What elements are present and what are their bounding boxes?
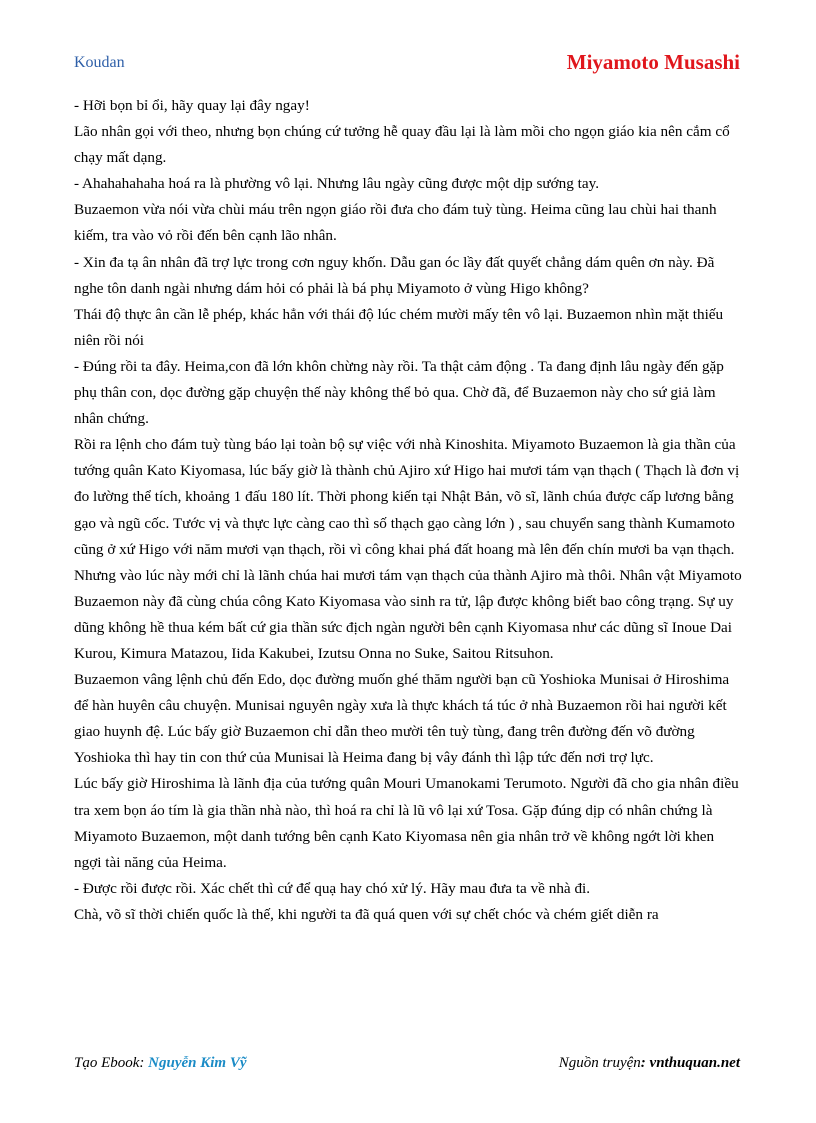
page-header	[74, 50, 740, 76]
paragraph: - Ahahahahaha hoá ra là phường vô lại. Nhưng lâu ngày cũng được một dịp sướng tay.	[74, 175, 600, 193]
footer-author-name: Nguyễn Kim Vỹ	[148, 1055, 247, 1071]
paragraph: Chà, võ sĩ thời chiến quốc là thế, khi người ta đã quá quen với sự chết chóc và chém giết diễn ra	[74, 905, 659, 923]
paragraph: - Xin đa tạ ân nhân đã trợ lực trong cơn nguy khốn. Dẫu gan óc lầy đất quyết chẳng dám quên ơn này. Đã nghe tôn danh ngài nhưng dám hỏi có phải là bá phụ Miyamoto ở vùng Higo không?	[74, 253, 715, 297]
paragraph: Lúc bấy giờ Hiroshima là lãnh địa của tướng quân Mouri Umanokami Terumoto. Người đã cho gia nhân điều tra xem bọn áo tím là gia thần nhà nào, thì hoá ra chỉ là lũ vô lại xứ Tosa. Gặp đúng dịp có nhân chứng là Miyamoto Buzaemon, một danh tướng bên cạnh Kato Kiyomasa nên gia nhân trở về không ngớt lời khen ngợi tài năng của Heima.	[74, 775, 739, 871]
document-body	[74, 93, 744, 928]
paragraph: Buzaemon vừa nói vừa chùi máu trên ngọn giáo rồi đưa cho đám tuỳ tùng. Heima cũng lau chùi hai thanh kiếm, tra vào vỏ rồi đến bên cạnh lão nhân.	[74, 201, 717, 245]
footer-source-site: vnthuquan.net	[649, 1055, 740, 1071]
paragraph: Thái độ thực ân cần lễ phép, khác hẳn với thái độ lúc chém mười mấy tên vô lại. Buzaemon nhìn mặt thiếu niên rồi nói	[74, 305, 724, 349]
footer-source-label: Nguồn truyện	[558, 1055, 641, 1071]
page-footer	[74, 1055, 740, 1077]
footer-source-credit	[559, 1055, 740, 1072]
paragraph: - Được rồi được rồi. Xác chết thì cứ để quạ hay chó xử lý. Hãy mau đưa ta về nhà đi.	[74, 879, 591, 897]
header-site-name: Koudan	[74, 54, 125, 71]
paragraph: Buzaemon vâng lệnh chủ đến Edo, dọc đường muốn ghé thăm người bạn cũ Yoshioka Munisai ở Hiroshima để hàn huyên câu chuyện. Munisai nguyên ngày xưa là thực khách tá túc ở nhà Buzaemon rồi hai người kết giao huynh đệ. Lúc bấy giờ Buzaemon chỉ dẫn theo mười tên tuỳ tùng, đang trên đường đến võ đường Yoshioka thì hay tin con thứ của Munisai là Heima đang bị vây đánh thì lập tức đến nơi trợ lực.	[74, 671, 730, 767]
footer-ebook-label: Tạo Ebook	[74, 1055, 140, 1071]
paragraph: - Hỡi bọn bỉ ổi, hãy quay lại đây ngay!	[74, 97, 310, 114]
header-book-title: Miyamoto Musashi	[566, 50, 740, 74]
paragraph: Rồi ra lệnh cho đám tuỳ tùng báo lại toàn bộ sự việc với nhà Kinoshita. Miyamoto Buzaemon là gia thần của tướng quân Kato Kiyomasa, lúc bấy giờ là thành chủ Ajiro xứ Higo hai mươi tám vạn thạch ( Thạch là đơn vị đo lường thể tích, khoảng 1 đấu 180 lít. Thời phong kiến tại Nhật Bản, võ sĩ, lãnh chúa được cấp lương bằng gạo và ngũ cốc. Tước vị và thực lực càng cao thì số thạch gạo càng lớn ) , sau chuyển sang thành Kumamoto cũng ở xứ Higo với năm mươi vạn thạch, rồi vì công khai phá đất hoang mà lên đến chín mươi ba vạn thạch. Nhưng vào lúc này mới chỉ là lãnh chúa hai mươi tám vạn thạch của thành Ajiro mà thôi. Nhân vật Miyamoto Buzaemon này đã cùng chúa công Kato Kiyomasa vào sinh ra tử, lập được không biết bao công trạng. Sự uy dũng không hề thua kém bất cứ gia thần sức địch ngàn người bên cạnh Kiyomasa như các dũng sĩ Inoue Dai Kurou, Kimura Matazou, Iida Kakubei, Izutsu Onna no Suke, Saitou Ritsuhon.	[74, 436, 742, 662]
paragraph: Lão nhân gọi với theo, nhưng bọn chúng cứ tưởng hễ quay đầu lại là làm mồi cho ngọn giáo kia nên cắm cổ chạy mất dạng.	[74, 123, 730, 167]
footer-ebook-credit	[74, 1055, 247, 1072]
paragraph: - Đúng rồi ta đây. Heima,con đã lớn khôn chừng này rồi. Ta thật cảm động . Ta đang định lâu ngày đến gặp phụ thân con, dọc đường gặp chuyện thế này không thể bỏ qua. Chờ đã, để Buzaemon này cho sứ giả làm nhân chứng.	[74, 357, 724, 428]
footer-separator: :	[640, 1055, 650, 1071]
footer-separator: :	[139, 1055, 149, 1071]
